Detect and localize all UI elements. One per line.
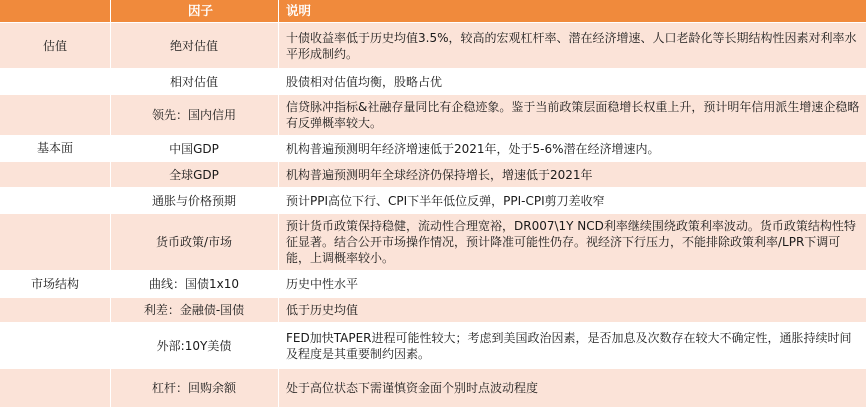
table-row [0, 188, 866, 213]
header-factor: 因子 [188, 3, 214, 18]
factor-cell: 全球GDP [169, 167, 219, 182]
desc-cell: 股债相对估值均衡，股略占优 [286, 74, 443, 89]
factor-cell: 通胀与价格预期 [151, 193, 236, 208]
category-fundamental: 基本面 [36, 141, 73, 155]
desc-cell: 预计PPI高位下行、CPI下半年低位反弹，PPI-CPI剪刀差收窄 [286, 193, 605, 208]
factor-cell: 绝对估值 [169, 38, 218, 53]
header-desc: 说明 [286, 3, 312, 18]
table-row [0, 323, 866, 368]
factor-cell: 外部:10Y美债 [156, 338, 232, 353]
desc-cell: 信贷脉冲指标&社融存量同比有企稳迹象。鉴于当前政策层面稳增长权重上升，预计明年信用派生增速企稳略有反弹概率较大。 [286, 100, 860, 130]
factor-cell: 利差：金融债-国债 [143, 303, 245, 317]
factor-cell: 领先：国内信用 [151, 108, 236, 122]
desc-cell: 十债收益率低于历史均值3.5%，较高的宏观杠杆率、潜在经济增速、人口老龄化等长期结构性因素对利率水平形成制约。 [286, 30, 857, 61]
table-row [0, 69, 866, 94]
category-market-structure: 市场结构 [30, 277, 79, 291]
column-divider [110, 0, 111, 407]
table-row [0, 23, 866, 68]
factor-cell: 曲线：国债1x10 [148, 277, 239, 291]
table-row [0, 136, 866, 161]
desc-cell: 低于历史均值 [286, 303, 359, 317]
category-valuation: 估值 [42, 39, 67, 53]
desc-cell: 机构普遍预测明年全球经济仍保持增长，增速低于2021年 [286, 167, 593, 182]
table-row [0, 298, 866, 322]
table-row [0, 214, 866, 270]
desc-cell: 处于高位状态下需谨慎资金面个别时点波动程度 [286, 381, 539, 395]
desc-cell: 机构普遍预测明年经济增速低于2021年，处于5-6%潜在经济增速内。 [286, 141, 660, 156]
table-row [0, 95, 866, 135]
table-row [0, 162, 866, 187]
table-header [0, 0, 866, 22]
factor-cell: 相对估值 [169, 74, 218, 89]
desc-cell: FED加快TAPER进程可能性较大；考虑到美国政治因素，是否加息及次数存在较大不确定性，通胀持续时间及程度是其重要制约因素。 [286, 330, 852, 361]
table-row [0, 271, 866, 297]
factor-cell: 杠杆：回购余额 [151, 381, 236, 395]
factor-cell: 货币政策/市场 [155, 235, 233, 249]
factor-cell: 中国GDP [169, 141, 219, 156]
desc-cell: 预计货币政策保持稳健，流动性合理宽裕，DR007\1Y NCD利率继续围绕政策利率波动。货币政策结构性特征显著。结合公开市场操作情况，预计降准可能性仍存。视经济下行压力，不能排除政策利率/LPR下调可能，上调概率较小。 [286, 219, 856, 265]
desc-cell: 历史中性水平 [286, 277, 359, 291]
table-row [0, 369, 866, 407]
column-divider [278, 0, 279, 407]
